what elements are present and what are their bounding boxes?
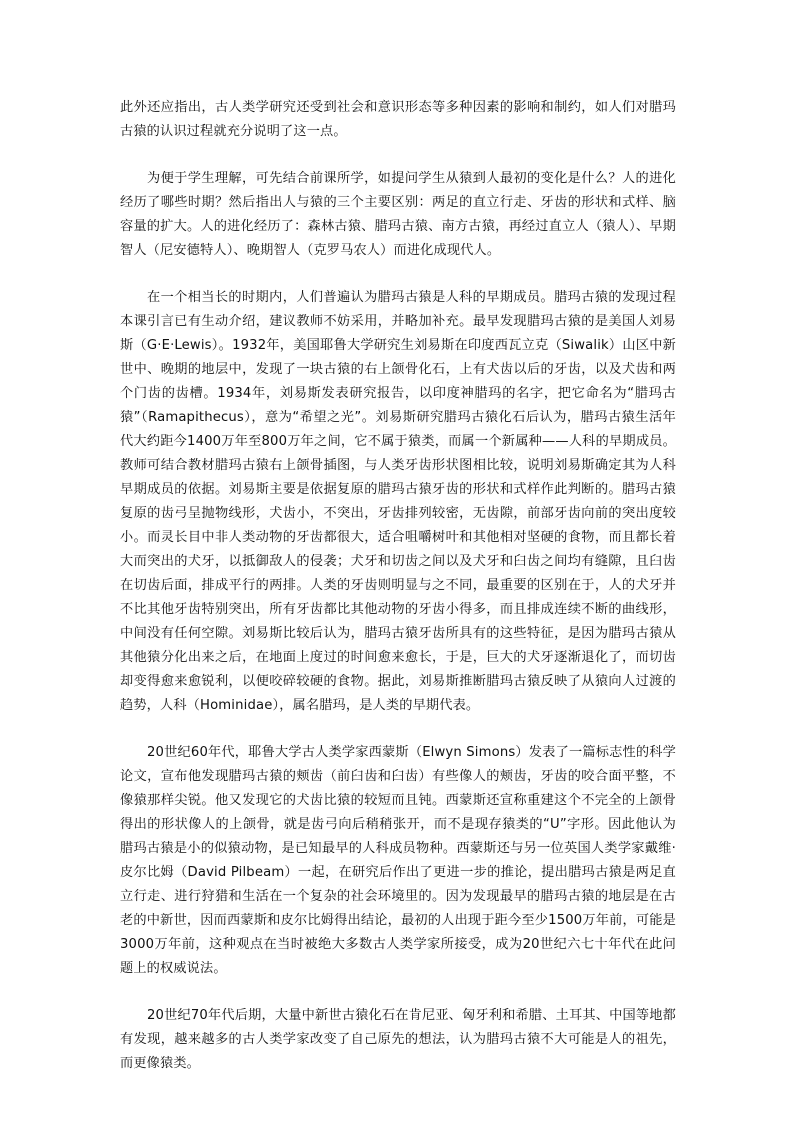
paragraph-1: 此外还应指出，古人类学研究还受到社会和意识形态等多种因素的影响和制约，如人们对腊玛古猿的认识过程就充分说明了这一点。 [120, 100, 676, 139]
document-page [120, 96, 676, 1076]
paragraph-gap [120, 144, 676, 167]
paragraph-2: 为便于学生理解，可先结合前课所学，如提问学生从猿到人最初的变化是什么？人的进化经历了哪些时期？然后指出人与猿的三个主要区别：两足的直立行走、牙齿的形状和式样、脑容量的扩大。人的进化经历了：森林古猿、腊玛古猿、南方古猿，再经过直立人（猿人）、早期智人（尼安德特人）、晚期智人（克罗马农人）而进化成现代人。 [120, 171, 676, 258]
paragraph-gap [120, 718, 676, 741]
paragraph-5: 20世纪70年代后期，大量中新世古猿化石在肯尼亚、匈牙利和希腊、土耳其、中国等地都有发现，越来越多的古人类学家改变了自己原先的想法，认为腊玛古猿不大可能是人的祖先，而更像猿类。 [120, 1008, 676, 1071]
paragraph-4: 20世纪60年代，耶鲁大学古人类学家西蒙斯（Elwyn Simons）发表了一篇标志性的科学论文，宣布他发现腊玛古猿的颊齿（前臼齿和臼齿）有些像人的颊齿，牙齿的咬合面平整，不像猿那样尖锐。他又发现它的犬齿比猿的较短而且钝。西蒙斯还宣称重建这个不完全的上颌骨得出的形状像人的上颌骨，就是齿弓向后稍稍张开，而不是现存猿类的“U”字形。因此他认为腊玛古猿是小的似猿动物，是已知最早的人科成员物种。西蒙斯还与另一位英国人类学家戴维·皮尔比姆（David Pilbeam）一起，在研究后作出了更进一步的推论，提出腊玛古猿是两足直立行走、进行狩猎和生活在一个复杂的社会环境里的。因为发现最早的腊玛古猿的地层是在古老的中新世，因而西蒙斯和皮尔比姆得出结论，最初的人出现于距今至少1500万年前，可能是3000万年前，这种观点在当时被绝大多数古人类学家所接受，成为20世纪六七十年代在此问题上的权威说法。 [120, 745, 676, 976]
paragraph-gap [120, 263, 676, 286]
paragraph-3: 在一个相当长的时期内，人们普遍认为腊玛古猿是人科的早期成员。腊玛古猿的发现过程本课引言已有生动介绍，建议教师不妨采用，并略加补充。最早发现腊玛古猿的是美国人刘易斯（G·E·Lewis）。1932年，美国耶鲁大学研究生刘易斯在印度西瓦立克（Siwalik）山区中新世中、晚期的地层中，发现了一块古猿的右上颌骨化石，上有犬齿以后的牙齿，以及犬齿和两个门齿的齿槽。1934年，刘易斯发表研究报告，以印度神腊玛的名字，把它命名为“腊玛古猿”（Ramapithecus），意为“希望之光”。刘易斯研究腊玛古猿化石后认为，腊玛古猿生活年代大约距今1400万年至800万年之间，它不属于猿类，而属一个新属种——人科的早期成员。教师可结合教材腊玛古猿右上颌骨插图，与人类牙齿形状图相比较，说明刘易斯确定其为人科早期成员的依据。刘易斯主要是依据复原的腊玛古猿牙齿的形状和式样作此判断的。腊玛古猿复原的齿弓呈抛物线形，犬齿小，不突出，牙齿排列较密，无齿隙，前部牙齿向前的突出度较小。而灵长目中非人类动物的牙齿都很大，适合咀嚼树叶和其他相对坚硬的食物，而且都长着大而突出的犬牙，以抵御敌人的侵袭；犬牙和切齿之间以及犬牙和臼齿之间均有缝隙，且臼齿在切齿后面，排成平行的两排。人类的牙齿则明显与之不同，最重要的区别在于，人的犬牙并不比其他牙齿特别突出，所有牙齿都比其他动物的牙齿小得多，而且排成连续不断的曲线形，中间没有任何空隙。刘易斯比较后认为，腊玛古猿牙齿所具有的这些特征，是因为腊玛古猿从其他猿分化出来之后，在地面上度过的时间愈来愈长，于是，巨大的犬牙逐渐退化了，而切齿却变得愈来愈锐利，以便咬碎较硬的食物。据此，刘易斯推断腊玛古猿反映了从猿向人过渡的趋势，人科（Hominidae），属名腊玛，是人类的早期代表。 [120, 290, 676, 713]
paragraph-gap [120, 981, 676, 1004]
